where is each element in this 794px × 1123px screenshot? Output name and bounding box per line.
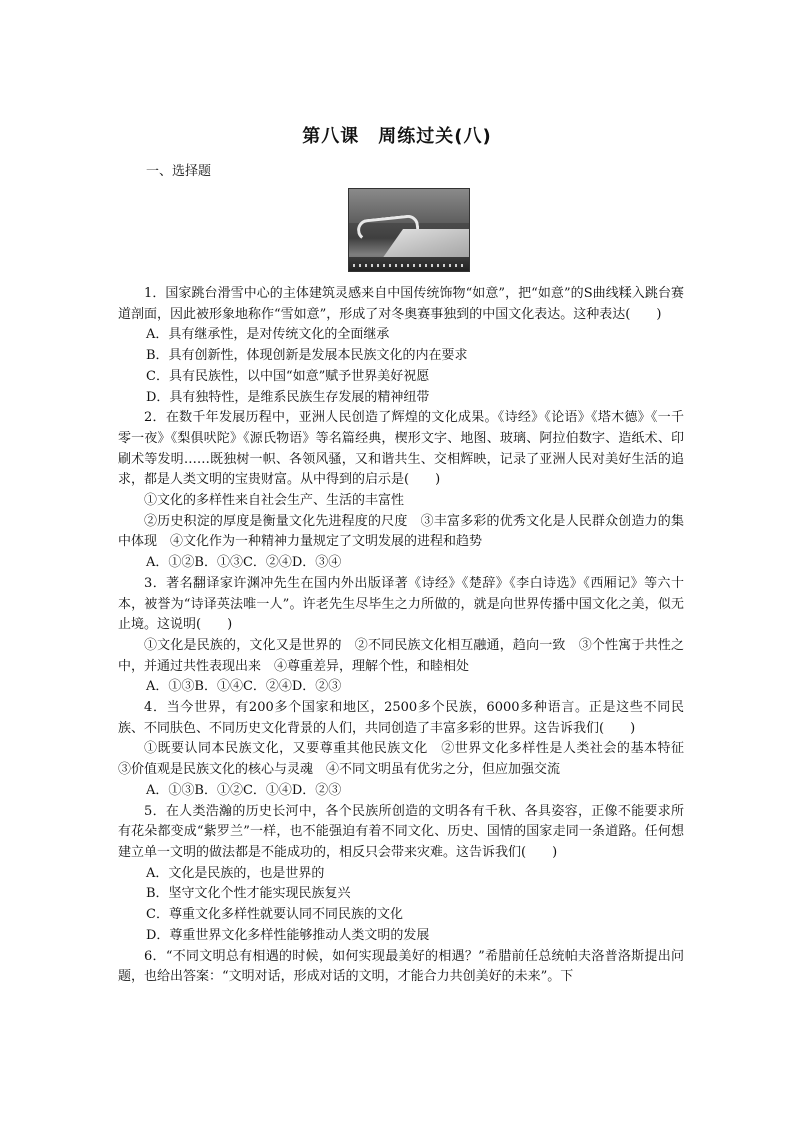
option-d: D．具有独特性，是维系民族生存发展的精神纽带 (146, 389, 430, 405)
photo-lights (353, 264, 465, 267)
question-stem: 5．在人类浩瀚的历史长河中，各个民族所创造的文明各有千秋、各具姿容，正像不能要求所有花朵都变成“紫罗兰”一样，也不能强迫有着不同文化、历史、国情的国家走同一条道路。任何想建立单一文明的做法都是不能成功的，相反只会带来灾难。这告诉我们( ) (118, 803, 684, 860)
option-d: D．尊重世界文化多样性能够推动人类文明的发展 (146, 927, 430, 943)
statement: ①既要认同本民族文化，又要尊重其他民族文化 ②世界文化多样性是人类社会的基本特征 ③价值观是民族文化的核心与灵魂 ④不同文明虽有优劣之分，但应加强交流 (118, 741, 698, 778)
answer-options: A．①③B．①④C．②④D．②③ (146, 679, 342, 695)
question-stem: 2．在数千年发展历程中，亚洲人民创造了辉煌的文化成果。《诗经》《论语》《塔木德》《一千零一夜》《梨俱吠陀》《源氏物语》等名篇经典，楔形文字、地图、玻璃、阿拉伯数字、造纸术、印刷术等发明……既独树一帜、各领风骚，又和谐共生、交相辉映，记录了亚洲人民对美好生活的追求，都是人类文明的宝贵财富。从中得到的启示是( ) (118, 410, 684, 488)
statement: ①文化是民族的，文化又是世界的 ②不同民族文化相互融通，趋向一致 ③个性寓于共性之中，并通过共性表现出来 ④尊重差异，理解个性，和睦相处 (118, 637, 684, 674)
statement: ②历史积淀的厚度是衡量文化先进程度的尺度 ③丰富多彩的优秀文化是人民群众创造力的集中体现 ④文化作为一种精神力量规定了文明发展的进程和趋势 (118, 513, 684, 550)
question-stem: 4．当今世界，有200多个国家和地区，2500多个民族，6000多种语言。正是这些不同民族、不同肤色、不同历史文化背景的人们，共同创造了丰富多彩的世界。这告诉我们( ) (118, 700, 684, 736)
question-stem: 6．“不同文明总有相遇的时候，如何实现最美好的相遇？”希腊前任总统帕夫洛普洛斯提出问题，也给出答案：“文明对话，形成对话的文明，才能合力共创美好的未来”。下 (118, 948, 684, 985)
option-a: A．文化是民族的，也是世界的 (146, 865, 325, 881)
option-b: B．坚守文化个性才能实现民族复兴 (146, 886, 351, 902)
option-a: A．具有继承性，是对传统文化的全面继承 (146, 327, 390, 343)
question-list (118, 284, 698, 988)
answer-options: A．①③B．①②C．①④D．②③ (146, 782, 342, 798)
answer-options: A．①②B．①③C．②④D．③④ (146, 555, 342, 571)
statement: ①文化的多样性来自社会生产、生活的丰富性 (144, 493, 405, 509)
option-c: C．具有民族性，以中国“如意”赋予世界美好祝愿 (146, 368, 430, 384)
page-title: 第八课 周练过关(八) (302, 126, 492, 147)
question-stem: 3．著名翻译家许渊冲先生在国内外出版译著《诗经》《楚辞》《李白诗选》《西厢记》等六十本，被誉为“诗译英法唯一人”。许老先生尽毕生之力所做的，就是向世界传播中国文化之美，似无止境。这说明( ) (118, 575, 684, 633)
option-b: B．具有创新性，体现创新是发展本民族文化的内在要求 (146, 348, 468, 364)
section-heading: 一、选择题 (146, 164, 212, 179)
option-c: C．尊重文化多样性就要认同不同民族的文化 (146, 907, 403, 923)
ski-jump-photo (348, 188, 470, 272)
question-stem: 1．国家跳台滑雪中心的主体建筑灵感来自中国传统饰物“如意”，把“如意”的S曲线糅入跳台赛道剖面，因此被形象地称作“雪如意”，形成了对冬奥赛事独到的中国文化表达。这种表达( ) (118, 286, 684, 322)
